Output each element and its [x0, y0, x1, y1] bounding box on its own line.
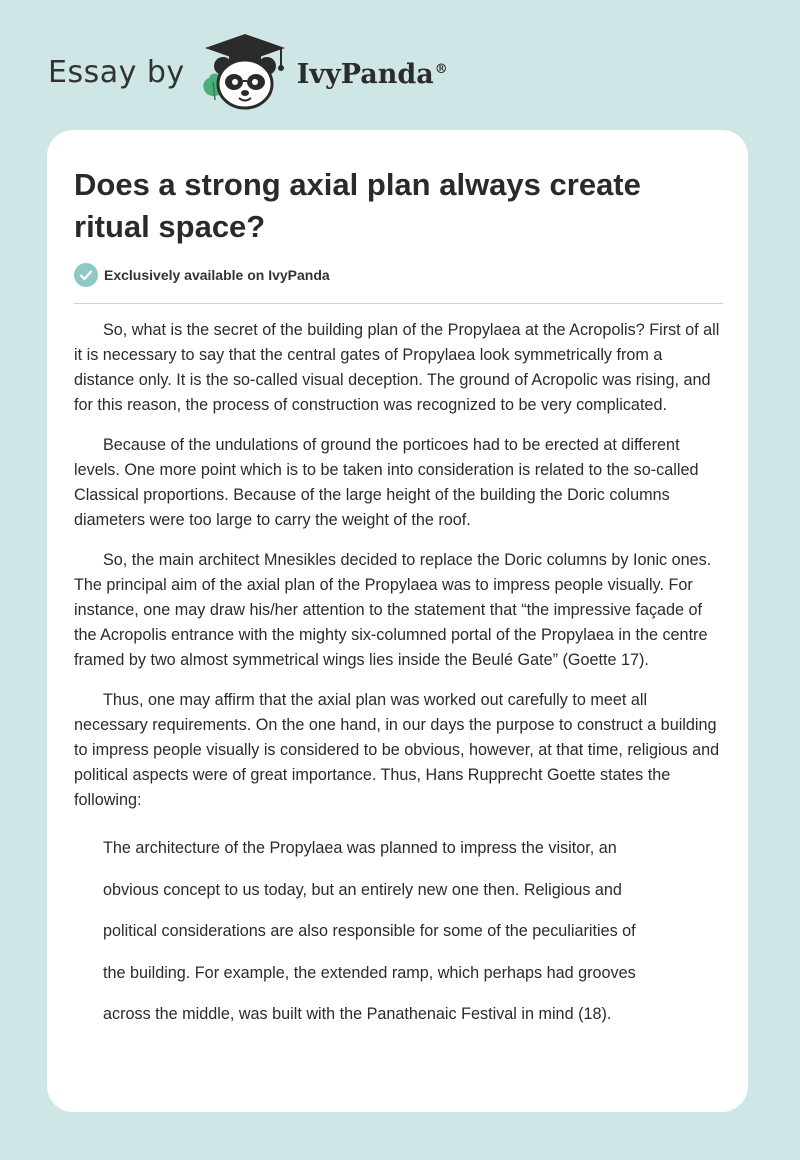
- divider: [74, 303, 723, 304]
- block-quote: [74, 828, 724, 1036]
- quote-line: obvious concept to us today, but an entirely new one then. Religious and: [103, 880, 622, 899]
- panda-graduate-icon[interactable]: [199, 32, 291, 112]
- essay-card: [47, 130, 748, 1112]
- paragraph: So, the main architect Mnesikles decided to replace the Doric columns by Ionic ones. The principal aim of the axial plan of the Propylaea was to impress people visually. For instance, one may draw his/her attention to the statement that “the impressive façade of the Acropolis entrance with the mighty six-columned portal of the Propylaea in the centre framed by two almost symmetrical wings lies inside the Beulé Gate” (Goette 17).: [74, 551, 712, 669]
- check-circle-icon: [74, 263, 98, 287]
- paragraph: Because of the undulations of ground the porticoes had to be erected at different levels. One more point which is to be taken into consideration is related to the so-called Classical proportions. Because of the large height of the building the Doric columns diameters were too large to carry the weight of the roof.: [74, 436, 699, 529]
- paragraph: Thus, one may affirm that the axial plan was worked out carefully to meet all necessary requirements. On the one hand, in our days the purpose to construct a building to impress people visually is considered to be obvious, however, at that time, religious and political aspects were of great importance. Thus, Hans Rupprecht Goette states the following:: [74, 691, 720, 809]
- essay-by-label: Essay by: [48, 54, 185, 90]
- essay-body: [74, 318, 724, 1036]
- quote-line: the building. For example, the extended ramp, which perhaps had grooves: [103, 963, 636, 982]
- site-header: [48, 32, 448, 112]
- quote-line: political considerations are also responsible for some of the peculiarities of: [103, 922, 636, 940]
- quote-line: The architecture of the Propylaea was planned to impress the visitor, an: [103, 839, 617, 857]
- exclusive-badge-label: Exclusively available on IvyPanda: [104, 267, 330, 283]
- paragraph: So, what is the secret of the building plan of the Propylaea at the Acropolis? First of all it is necessary to say that the central gates of Propylaea look symmetrically from a distance only. It is the so-called visual deception. The ground of Acropolic was rising, and for this reason, the process of construction was recognized to be very complicated.: [74, 321, 720, 414]
- essay-title: Does a strong axial plan always create ritual space?: [74, 167, 641, 244]
- quote-line: across the middle, was built with the Panathenaic Festival in mind (18).: [103, 1005, 612, 1023]
- registered-mark: ®: [434, 61, 448, 77]
- exclusive-badge: [74, 263, 330, 287]
- brand-name[interactable]: IvyPanda®: [296, 58, 448, 90]
